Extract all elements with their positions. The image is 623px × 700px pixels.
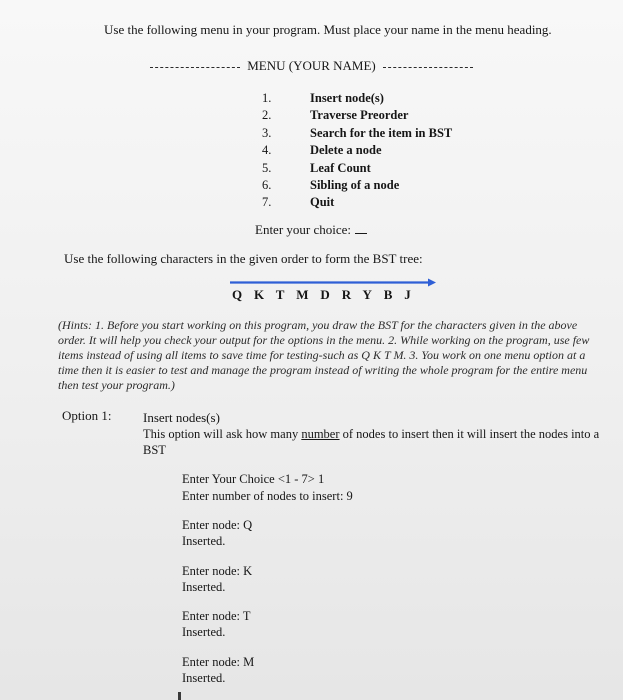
bst-instruction: Use the following characters in the given order to form the BST tree: — [64, 251, 423, 266]
menu-item-label: Search for the item in BST — [310, 125, 453, 140]
arrow-head-icon — [428, 279, 436, 287]
bst-char: B — [383, 287, 393, 302]
option-desc-part: of nodes to insert then it will insert the nodes into a BST — [143, 427, 600, 457]
enter-choice-text: Enter your choice: — [255, 222, 352, 237]
menu-item-number: 6. — [262, 177, 272, 192]
bst-char: D — [320, 287, 331, 302]
menu-item-label: Traverse Preorder — [310, 108, 409, 123]
demo-node-prompt: Enter node: T — [182, 609, 251, 623]
menu-item — [262, 107, 452, 124]
bst-char: J — [404, 287, 412, 302]
demo-node-prompt: Enter node: K — [182, 564, 253, 578]
hints-paragraph: (Hints: 1. Before you start working on this program, you draw the BST for the characters given in the above order. It will help you check your output for the options in the menu. 2. While working on the program, use few items instead of using all items to save time for testing-such as Q K T M. 3. You work on one menu option at a time then it is easier to test and manage the program instead of writing the whole program for the entire menu then test your program.) — [58, 318, 590, 392]
demo-node-prompt: Enter node: M — [182, 655, 255, 669]
pencil-mark — [178, 692, 181, 700]
menu-item — [262, 142, 452, 159]
menu-item — [262, 90, 452, 107]
bst-char: Y — [362, 287, 373, 302]
menu-item — [262, 177, 452, 194]
demo-choice-line: Enter Your Choice <1 - 7> 1 — [182, 472, 325, 486]
blank-underscore — [355, 233, 367, 234]
option-title: Insert nodes(s) — [143, 410, 220, 425]
option-desc-underlined: number — [301, 427, 340, 441]
menu-item — [262, 160, 452, 177]
menu-item-number: 7. — [262, 195, 272, 210]
demo-node-result: Inserted. — [182, 580, 226, 594]
option-description — [143, 426, 603, 458]
menu-item-label: Leaf Count — [310, 160, 371, 175]
enter-choice-prompt — [255, 222, 367, 238]
bst-char: Q — [232, 287, 243, 302]
demo-node-result: Inserted. — [182, 534, 226, 548]
menu-item-number: 3. — [262, 125, 272, 140]
demo-count-line: Enter number of nodes to insert: 9 — [182, 489, 353, 503]
menu-item-label: Insert node(s) — [310, 91, 384, 105]
menu-item-number: 4. — [262, 143, 272, 158]
bst-char: T — [275, 287, 285, 302]
menu-item-label: Quit — [310, 195, 335, 210]
bst-char: R — [341, 287, 352, 302]
heading-dash-left — [150, 67, 240, 68]
demo-node-prompt: Enter node: Q — [182, 518, 253, 532]
intro-text: Use the following menu in your program. Must place your name in the menu heading. — [104, 22, 552, 37]
demo-node-result: Inserted. — [182, 625, 226, 639]
bst-char: M — [296, 287, 309, 302]
menu-item-label: Sibling of a node — [310, 177, 400, 192]
menu-item-label: Delete a node — [310, 143, 382, 158]
menu-item-number: 5. — [262, 160, 272, 175]
demo-node-result: Inserted. — [182, 671, 226, 685]
option-desc-part: This option will ask how many — [143, 427, 302, 441]
menu-item-number: 1. — [262, 91, 272, 105]
menu-item — [262, 125, 452, 142]
menu-heading-text: MENU (YOUR NAME) — [247, 58, 376, 73]
option-label: Option 1: — [62, 408, 112, 423]
bst-char: K — [253, 287, 265, 302]
bst-order-arrow — [230, 278, 436, 287]
menu-item-number: 2. — [262, 108, 272, 123]
menu-heading — [0, 58, 623, 74]
menu-item — [262, 194, 452, 211]
heading-dash-right — [383, 67, 473, 68]
menu-list — [262, 90, 452, 212]
bst-sequence — [232, 287, 419, 303]
